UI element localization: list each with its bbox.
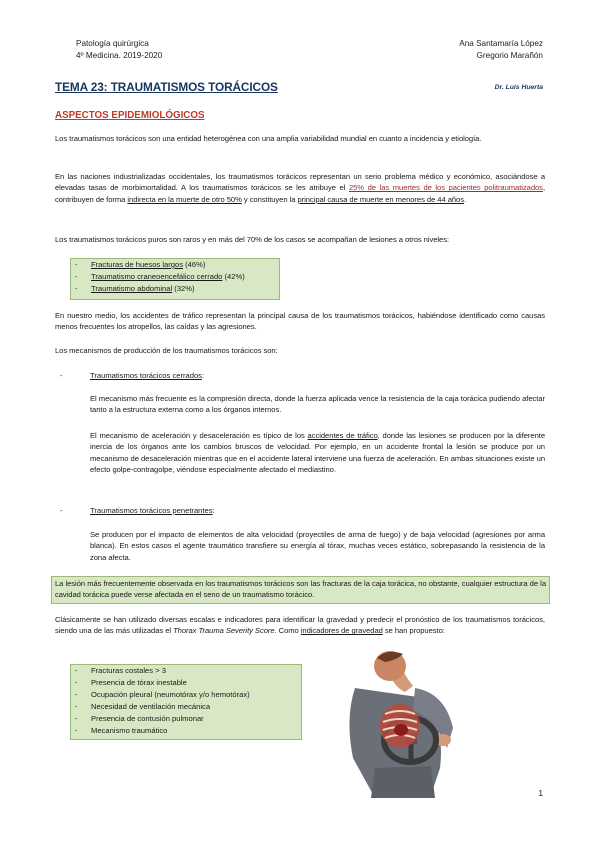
dash: - [60, 506, 63, 515]
chest-trauma-illustration [335, 648, 463, 800]
dash: - [75, 678, 78, 687]
steering-wheel-impact-image [335, 648, 463, 800]
dash: - [75, 714, 78, 723]
paragraph-causes: En nuestro medio, los accidentes de tráfico representan la principal causa de los traumatismos torácicos, habiéndose identificado como causas menos frecuentes los atropellos, las caídas y las agresiones. [55, 311, 545, 332]
highlight-text: La lesión más frecuentemente observada en los traumatismos torácicos son las fracturas de la caja torácica, no obstante, cualquier estructura de la cavidad torácica puede verse afectada en el seno de un traumatismo torácico. [55, 579, 546, 600]
lesion-pct: (46%) [183, 260, 206, 269]
paragraph-severity [55, 614, 545, 637]
text-run: Clásicamente se han utilizado diversas escalas e indicadores para identificar la gravedad y predecir el pronóstico de los traumatismos torácicos, siendo una de las más utilizadas el [55, 615, 545, 636]
highlight-box [51, 576, 550, 604]
text-run: , donde las lesiones se producen por la diferente inercia de los órganos ante los cambios bruscos de velocidad. Por ejemplo, en un accidente frontal la lesión se produce por un mecanismo de desaceleración mientras que en el accidente lateral interviene una fuerza de aceleración. En ambas situaciones existe un efecto golpe-contragolpe, viéndose especialmente afectado el mediastino. [90, 431, 545, 475]
underlined-term: indicadores de gravedad [300, 626, 383, 636]
author-name: Ana Santamaría López [459, 39, 543, 48]
paragraph-mechanisms: Los mecanismos de producción de los traumatismos torácicos son: [55, 346, 278, 355]
list-item [71, 701, 301, 713]
dash: - [60, 371, 63, 380]
lesion-pct: (32%) [172, 284, 195, 293]
penetrating-trauma-p1: Se producen por el impacto de elementos de alta velocidad (proyectiles de arma de fuego) y de baja velocidad (agresiones por arma blanca). En estos casos el agente traumático transfiere su energía al tórax, muchas veces estático, sobrepasando la resistencia de la zona afecta. [90, 530, 545, 562]
section-heading: ASPECTOS EPIDEMIOLÓGICOS [55, 110, 205, 121]
severity-indicators-box [70, 664, 302, 740]
lesion-label: Fracturas de huesos largos [91, 260, 184, 269]
indicator-label: Presencia de contusión pulmonar [91, 714, 204, 723]
closed-heading-label: Traumatismos torácicos cerrados [90, 371, 202, 380]
list-item [71, 271, 279, 283]
text-run: . Como [274, 626, 301, 636]
indicator-label: Fracturas costales > 3 [91, 666, 166, 675]
colon: : [201, 371, 205, 380]
heart [394, 724, 408, 736]
lecturer: Dr. Luis Huerta [494, 84, 543, 91]
lower-body [371, 766, 435, 798]
closed-trauma-heading [60, 370, 204, 381]
dash: - [75, 702, 78, 711]
list-item [71, 259, 279, 271]
associated-lesions-box [70, 258, 280, 300]
list-item [71, 689, 301, 701]
dash: - [75, 690, 78, 699]
list-item [71, 283, 279, 295]
lesion-pct: (42%) [222, 272, 245, 281]
list-item [71, 713, 301, 725]
paragraph-epidemiology [55, 171, 545, 205]
text-run: , contribuyen de forma [55, 183, 545, 204]
indicator-label: Necesidad de ventilación mecánica [91, 702, 211, 711]
text-run: y constituyen la [241, 194, 298, 204]
indicator-label: Presencia de tórax inestable [91, 678, 187, 687]
colon: : [212, 506, 215, 515]
text-run: En las naciones industrializadas occidentales, los traumatismos torácicos representan un serio problema médico y económico, asociándose a elevadas tasas de morbimortalidad. A los traumatismos torácicos se les atribuye el [55, 172, 545, 193]
score-name: Thorax Trauma Severity Score [173, 626, 275, 636]
closed-trauma-p1: El mecanismo más frecuente es la compresión directa, donde la fuerza aplicada vence la resistencia de la caja torácica pudiendo afectar tanto a la estructura externa como a los órganos internos. [90, 394, 545, 415]
course-name: Patología quirúrgica [76, 39, 149, 48]
penetrating-heading-label: Traumatismos torácicos penetrantes [90, 506, 213, 515]
indicator-label: Mecanismo traumático [91, 726, 168, 735]
text-run: El mecanismo de aceleración y desaceleración es típico de los [90, 431, 308, 440]
underlined-stat: indirecta en la muerte de otro 50% [127, 194, 242, 204]
hospital-name: Gregorio Marañón [476, 50, 543, 60]
lesion-label: Traumatismo abdominal [91, 284, 173, 293]
list-item [71, 665, 301, 677]
header-left [76, 38, 162, 61]
lesion-label: Traumatismo craneoencefálico cerrado [91, 272, 223, 281]
closed-trauma-p2 [90, 430, 545, 476]
header-right [459, 38, 543, 61]
underlined-stat: principal causa de muerte en menores de 44 años [297, 194, 464, 204]
underlined-term: accidentes de tráfico [307, 431, 378, 440]
dash: - [75, 726, 78, 735]
dash: - [75, 260, 78, 269]
paragraph-intro: Los traumatismos torácicos son una entidad heterogénea con una amplia variabilidad mundial en cuanto a incidencia y etiología. [55, 134, 482, 143]
dash: - [75, 272, 78, 281]
list-item [71, 725, 301, 737]
dash: - [75, 284, 78, 293]
list-item [71, 677, 301, 689]
course-year: 4º Medicina. 2019-2020 [76, 50, 163, 60]
paragraph-associated: Los traumatismos torácicos puros son raros y en más del 70% de los casos se acompañan de lesiones a otros niveles: [55, 235, 450, 244]
underlined-stat: 25% de las muertes de los pacientes politraumatizados [348, 183, 543, 193]
penetrating-trauma-heading [60, 505, 215, 516]
page-title: TEMA 23: TRAUMATISMOS TORÁCICOS [55, 80, 278, 94]
text-run: . [463, 194, 467, 204]
indicator-label: Ocupación pleural (neumotórax y/o hemotórax) [91, 690, 250, 699]
dash: - [75, 666, 78, 675]
page-number: 1 [538, 788, 543, 798]
text-run: se han propuesto: [382, 626, 445, 636]
